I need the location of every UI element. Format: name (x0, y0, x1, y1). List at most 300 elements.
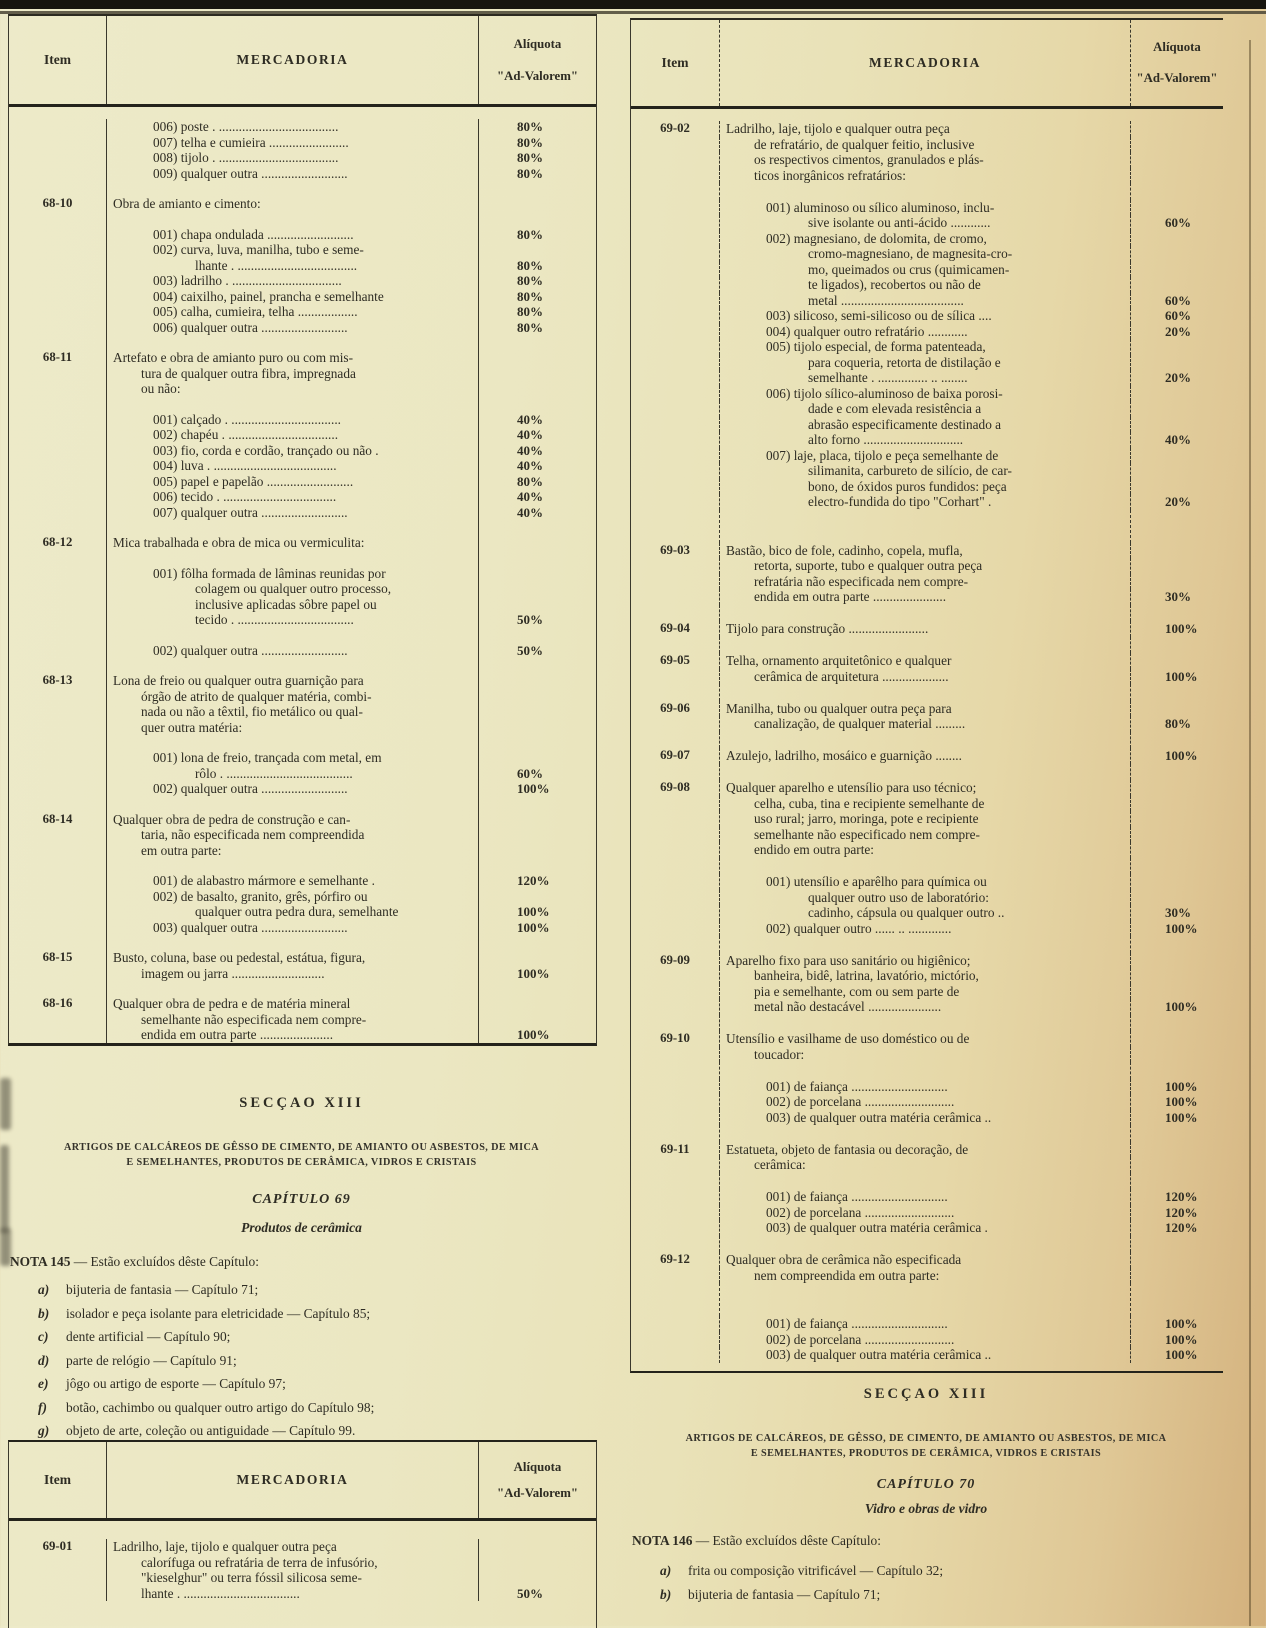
tariff-row (9, 242, 596, 258)
item-number (631, 1205, 720, 1221)
item-number: 69-03 (631, 543, 720, 559)
merchandise-text: 003) de qualquer outra matéria cerâmica .. (720, 1347, 1131, 1363)
rate-value (1131, 984, 1223, 1000)
column-header-item: Item (9, 1442, 107, 1518)
item-number: 69-08 (631, 780, 720, 796)
item-number (631, 246, 720, 262)
row-spacer (631, 605, 1223, 622)
rate-value (479, 720, 596, 736)
rate-value: 100% (517, 781, 550, 796)
rate-value (1131, 200, 1223, 216)
item-number (631, 1316, 720, 1332)
column-header-item: Item (631, 20, 720, 106)
merchandise-text: semelhante não especificada nem compre- (107, 1012, 479, 1028)
merchandise-text: 002) curva, luva, manilha, tubo e seme- (107, 242, 479, 258)
merchandise-text: endida em outra parte ...................... (720, 589, 1131, 605)
item-number (631, 1332, 720, 1348)
merchandise-text: 008) tijolo . .................................... (107, 150, 479, 166)
rate-value (1131, 1015, 1223, 1032)
item-number (9, 1555, 107, 1571)
tariff-row (631, 246, 1223, 262)
section-heading: SECÇAO XIII (863, 1386, 989, 1402)
note-intro-text: — Estão excluídos dêste Capítulo: (695, 1533, 881, 1548)
tariff-row (631, 1110, 1223, 1126)
item-number (9, 381, 107, 397)
rate-value: 100% (1165, 999, 1198, 1014)
chapter-title: Vidro e obras de vidro (864, 1501, 988, 1516)
tariff-row (631, 1094, 1223, 1110)
item-number (631, 200, 720, 216)
tariff-row (9, 996, 596, 1012)
tariff-row (631, 215, 1223, 231)
merchandise-text (720, 1173, 1131, 1190)
row-spacer (631, 936, 1223, 953)
merchandise-text: órgão de atrito de qualquer matéria, combi- (107, 689, 479, 705)
row-spacer (9, 935, 596, 950)
merchandise-text: Manilha, tubo ou qualquer outra peça para (720, 701, 1131, 717)
item-number: 68-15 (9, 950, 107, 966)
item-number (9, 566, 107, 582)
rate-value: 80% (517, 150, 543, 165)
merchandise-text: 002) chapéu . ................................. (107, 427, 479, 443)
merchandise-text: para coqueria, retorta de distilação e (720, 355, 1131, 371)
row-spacer (631, 684, 1223, 701)
item-number (9, 981, 107, 996)
merchandise-text: quer outra matéria: (107, 720, 479, 736)
merchandise-text (107, 628, 479, 643)
item-number: 69-10 (631, 1031, 720, 1047)
merchandise-text (107, 520, 479, 535)
item-number: 69-04 (631, 621, 720, 637)
note-text: parte de relógio — Capítulo 91; (66, 1352, 237, 1368)
item-number (9, 150, 107, 166)
merchandise-text (107, 797, 479, 812)
merchandise-text: tura de qualquer outra fibra, impregnada (107, 366, 479, 382)
tariff-row (9, 350, 596, 366)
row-spacer (631, 183, 1223, 200)
rate-value (479, 1555, 596, 1571)
item-number (631, 293, 720, 309)
merchandise-text: "kieselghur" ou terra fóssil silicosa seme- (107, 1570, 479, 1586)
column-header-aliquota (479, 16, 596, 104)
item-number: 69-06 (631, 701, 720, 717)
merchandise-text (107, 981, 479, 996)
tariff-row (631, 890, 1223, 906)
merchandise-text: 003) de qualquer outra matéria cerâmica .. (720, 1110, 1131, 1126)
rate-value: 120% (1165, 1204, 1198, 1220)
merchandise-text: silimanita, carbureto de silício, de car- (720, 463, 1131, 479)
rate-value: 100% (1165, 621, 1198, 636)
merchandise-text: Tijolo para construção ........................ (720, 621, 1131, 637)
tariff-row (9, 873, 596, 889)
note-label: NOTA 146 (632, 1533, 693, 1548)
merchandise-text: 002) de basalto, granito, grês, pórfiro ou (107, 889, 479, 905)
tariff-row (9, 135, 596, 151)
rate-value: 80% (517, 165, 543, 181)
merchandise-text: 001) de faiança ............................. (720, 1316, 1131, 1332)
item-number (631, 605, 720, 622)
note-item (38, 1329, 595, 1353)
merchandise-text (107, 212, 479, 227)
row-spacer (631, 764, 1223, 781)
column-header-mercadoria: MERCADORIA (720, 20, 1131, 106)
note-item (38, 1400, 595, 1424)
rate-value (1131, 463, 1223, 479)
rate-value: 100% (1165, 1331, 1198, 1347)
rate-value (1131, 605, 1223, 622)
column-header-mercadoria: MERCADORIA (107, 1442, 479, 1518)
item-number (631, 811, 720, 827)
rate-value: 120% (1165, 1220, 1198, 1235)
chapter-heading: CAPÍTULO 70 (876, 1477, 976, 1492)
tariff-row (9, 781, 596, 797)
row-spacer (631, 1062, 1223, 1079)
item-number (631, 1283, 720, 1316)
rate-value: 100% (1165, 1316, 1198, 1331)
rate-value: 80% (517, 288, 543, 304)
tariff-row (9, 966, 596, 982)
tariff-row (9, 412, 596, 428)
aliquota-label: Alíquota (1153, 40, 1201, 54)
merchandise-text: 001) chapa ondulada .......................... (107, 227, 479, 243)
rate-value (1131, 558, 1223, 574)
item-number (631, 479, 720, 495)
tariff-row (631, 448, 1223, 464)
tariff-row (9, 766, 596, 782)
tariff-row (631, 589, 1223, 605)
item-number (9, 289, 107, 305)
tariff-row (9, 843, 596, 859)
item-number (631, 137, 720, 153)
merchandise-text: 001) utensílio e aparêlho para química ou (720, 874, 1131, 890)
item-number (9, 904, 107, 920)
item-number (631, 1268, 720, 1284)
merchandise-text: 001) de faiança ............................. (720, 1189, 1131, 1205)
merchandise-text: Lona de freio ou qualquer outra guarnição para (107, 673, 479, 689)
rate-value (479, 843, 596, 859)
rate-value (1131, 968, 1223, 984)
rate-value: 100% (1165, 668, 1198, 684)
note-letter: c) (38, 1329, 49, 1344)
item-number (9, 1027, 107, 1043)
item-number (9, 935, 107, 950)
rate-value: 100% (517, 919, 550, 935)
item-number (9, 689, 107, 705)
tariff-row (9, 119, 596, 135)
column-header-aliquota (1131, 20, 1223, 106)
tariff-row (631, 417, 1223, 433)
item-number (9, 242, 107, 258)
item-number (9, 397, 107, 412)
merchandise-text: abrasão especificamente destinado a (720, 417, 1131, 433)
item-number (631, 152, 720, 168)
item-number (631, 463, 720, 479)
merchandise-text: celha, cuba, tina e recipiente semelhante de (720, 796, 1131, 812)
rate-value (479, 566, 596, 582)
merchandise-text (107, 335, 479, 350)
tariff-row (631, 293, 1223, 309)
item-number (9, 658, 107, 673)
tariff-row (9, 1539, 596, 1555)
merchandise-text: 001) aluminoso ou sílico aluminoso, inclu- (720, 200, 1131, 216)
tariff-row (9, 166, 596, 182)
note-list (630, 1563, 1222, 1610)
merchandise-text: Estatueta, objeto de fantasia ou decoração, de (720, 1142, 1131, 1158)
tariff-row (631, 1205, 1223, 1221)
tariff-row (9, 673, 596, 689)
item-number (9, 966, 107, 982)
tariff-row (631, 574, 1223, 590)
item-number (9, 474, 107, 490)
row-spacer (631, 1283, 1223, 1316)
merchandise-text (720, 936, 1131, 953)
item-number (9, 166, 107, 182)
note-letter: f) (38, 1399, 47, 1415)
rate-value (1131, 842, 1223, 858)
tariff-row (9, 689, 596, 705)
rate-value (1131, 277, 1223, 293)
note-text: bijuteria de fantasia — Capítulo 71; (688, 1586, 881, 1602)
merchandise-text: 001) calçado . ................................. (107, 412, 479, 428)
tariff-row (631, 121, 1223, 137)
item-number: 69-12 (631, 1252, 720, 1268)
tariff-row (631, 827, 1223, 843)
note-text: jôgo ou artigo de esporte — Capítulo 97; (66, 1376, 286, 1391)
merchandise-text: lhante . .................................... (107, 258, 479, 274)
rate-value (1131, 796, 1223, 812)
chapter-heading: CAPÍTULO 69 (252, 1192, 351, 1207)
item-number (631, 1015, 720, 1032)
merchandise-text: ticos inorgânicos refratários: (720, 168, 1131, 184)
rate-value: 60% (1165, 308, 1191, 323)
merchandise-text (107, 551, 479, 566)
merchandise-text (107, 935, 479, 950)
chapter-note (8, 1254, 595, 1270)
chapter-note (630, 1533, 1222, 1549)
merchandise-text: semelhante não especificado nem compre- (720, 827, 1131, 843)
rate-value (1131, 1173, 1223, 1190)
merchandise-text: Bastão, bico de fole, cadinho, copela, mufla, (720, 543, 1131, 559)
item-number (631, 448, 720, 464)
note-list (8, 1282, 595, 1447)
item-number (631, 936, 720, 953)
ad-valorem-label: "Ad-Valorem" (1136, 71, 1218, 85)
merchandise-text: 005) calha, cumieira, telha .................. (107, 304, 479, 320)
rate-value: 20% (1165, 370, 1191, 385)
note-item (38, 1376, 595, 1400)
item-number (9, 181, 107, 196)
note-text: dente artificial — Capítulo 90; (66, 1329, 231, 1344)
rate-value (1131, 953, 1223, 969)
tariff-row (631, 921, 1223, 937)
merchandise-text: 006) poste . .................................... (107, 119, 479, 135)
tariff-row (9, 920, 596, 936)
tariff-row (631, 1157, 1223, 1173)
tariff-row (9, 750, 596, 766)
merchandise-text (107, 181, 479, 196)
table-body (9, 107, 596, 1043)
rate-value: 100% (1165, 1078, 1198, 1094)
merchandise-text (720, 183, 1131, 200)
row-spacer (9, 858, 596, 873)
merchandise-text: 009) qualquer outra .......................... (107, 166, 479, 182)
item-number (631, 1189, 720, 1205)
rate-value (1131, 246, 1223, 262)
merchandise-text: dade e com elevada resistência a (720, 401, 1131, 417)
merchandise-text: metal ..................................... (720, 293, 1131, 309)
merchandise-text: 006) qualquer outra .......................... (107, 320, 479, 336)
merchandise-text: 003) ladrilho . ................................. (107, 273, 479, 289)
tariff-row (631, 811, 1223, 827)
item-number: 68-12 (9, 535, 107, 551)
item-number: 68-11 (9, 350, 107, 366)
table-body (631, 109, 1223, 1371)
section-caption-line1: ARTIGOS DE CALCÁREOS DE GÊSSO DE CIMENTO, DE AMIANTO OU ASBESTOS, DE MICA (64, 1142, 539, 1153)
item-number (9, 597, 107, 613)
merchandise-text: 002) qualquer outra .......................... (107, 643, 479, 659)
item-number (9, 227, 107, 243)
item-number (9, 843, 107, 859)
tariff-row (9, 443, 596, 459)
note-text: objeto de arte, coleção ou antiguidade — Capítulo 99. (66, 1423, 356, 1438)
item-number (631, 669, 720, 685)
merchandise-text: 001) de faiança ............................. (720, 1079, 1131, 1095)
tariff-row (631, 1268, 1223, 1284)
rate-value: 60% (517, 765, 543, 781)
item-number (631, 1047, 720, 1063)
item-number (631, 355, 720, 371)
item-number (631, 684, 720, 701)
rate-value (1131, 121, 1223, 137)
merchandise-text: Artefato e obra de amianto puro ou com mis- (107, 350, 479, 366)
merchandise-text: 001) de alabastro mármore e semelhante . (107, 873, 479, 889)
item-number (9, 119, 107, 135)
tariff-row (631, 796, 1223, 812)
item-number (631, 417, 720, 433)
merchandise-text (720, 1125, 1131, 1142)
merchandise-text: nem compreendida em outra parte: (720, 1268, 1131, 1284)
row-spacer (9, 397, 596, 412)
note-item (660, 1563, 1222, 1587)
merchandise-text: 004) luva . ..................................... (107, 458, 479, 474)
item-number (9, 781, 107, 797)
rate-value (479, 366, 596, 382)
rate-value: 80% (517, 319, 543, 335)
rate-value: 80% (517, 226, 543, 242)
merchandise-text: alto forno .............................. (720, 432, 1131, 448)
tariff-table-left-top (8, 14, 597, 1046)
rate-value (1131, 827, 1223, 843)
merchandise-text: tecido . ................................... (107, 612, 479, 628)
rate-value (1131, 780, 1223, 796)
aliquota-label: Alíquota (513, 1459, 562, 1474)
rate-value (1131, 152, 1223, 168)
merchandise-text: qualquer outra pedra dura, semelhante (107, 904, 479, 920)
item-number (631, 716, 720, 732)
item-number (9, 873, 107, 889)
tariff-row (9, 1586, 596, 1602)
item-number (631, 874, 720, 890)
rate-value (479, 335, 596, 350)
merchandise-text: rôlo . ...................................... (107, 766, 479, 782)
merchandise-text: 003) qualquer outra .......................... (107, 920, 479, 936)
tariff-row (631, 401, 1223, 417)
rate-value (1131, 574, 1223, 590)
row-spacer (9, 551, 596, 566)
rate-value (1131, 355, 1223, 371)
item-number (9, 797, 107, 812)
item-number (631, 558, 720, 574)
item-number (631, 999, 720, 1015)
column-header-mercadoria: MERCADORIA (107, 16, 479, 104)
tariff-row (9, 597, 596, 613)
rate-value (479, 658, 596, 673)
merchandise-text: pia e semelhante, com ou sem parte de (720, 984, 1131, 1000)
tariff-row (631, 780, 1223, 796)
table-header (9, 16, 596, 107)
rate-value (1131, 1047, 1223, 1063)
merchandise-text: Telha, ornamento arquitetônico e qualquer (720, 653, 1131, 669)
item-number (9, 704, 107, 720)
item-number (631, 277, 720, 293)
rate-value (479, 196, 596, 212)
item-number (9, 628, 107, 643)
rate-value: 80% (517, 134, 543, 150)
item-number (9, 304, 107, 320)
merchandise-text: 006) tijolo sílico-aluminoso de baixa porosi- (720, 386, 1131, 402)
rate-value (1131, 1157, 1223, 1173)
merchandise-text (720, 605, 1131, 622)
item-number (631, 890, 720, 906)
row-spacer (9, 735, 596, 750)
note-letter: d) (38, 1352, 50, 1368)
page-top-scan-bar (0, 0, 1266, 9)
rate-value: 30% (1165, 905, 1191, 920)
merchandise-text: Qualquer obra de pedra e de matéria mineral (107, 996, 479, 1012)
row-spacer (9, 797, 596, 812)
rate-value: 20% (1165, 323, 1191, 339)
rate-value (1131, 1142, 1223, 1158)
tariff-row (631, 1079, 1223, 1095)
rate-value (479, 1012, 596, 1028)
note-item (38, 1353, 595, 1377)
merchandise-text: endido em outra parte: (720, 842, 1131, 858)
merchandise-text: Obra de amianto e cimento: (107, 196, 479, 212)
merchandise-text: colagem ou qualquer outro processo, (107, 581, 479, 597)
note-letter: b) (660, 1586, 672, 1602)
item-number (631, 308, 720, 324)
table-body (9, 1521, 596, 1601)
tariff-row (631, 231, 1223, 247)
item-number (631, 1079, 720, 1095)
merchandise-text: Qualquer obra de pedra de construção e can- (107, 812, 479, 828)
tariff-row (9, 227, 596, 243)
row-spacer (631, 637, 1223, 654)
rate-value: 40% (517, 489, 543, 504)
tariff-row (631, 1332, 1223, 1348)
item-number (631, 168, 720, 184)
merchandise-text: 005) tijolo especial, de forma patenteada, (720, 339, 1131, 355)
rate-value (1131, 1283, 1223, 1316)
merchandise-text (720, 858, 1131, 875)
item-number (9, 520, 107, 535)
rate-value (1131, 479, 1223, 495)
merchandise-text: em outra parte: (107, 843, 479, 859)
merchandise-text: calorífuga ou refratária de terra de infusório, (107, 1555, 479, 1571)
item-number (631, 370, 720, 386)
item-number (9, 443, 107, 459)
item-number: 69-01 (9, 1539, 107, 1555)
